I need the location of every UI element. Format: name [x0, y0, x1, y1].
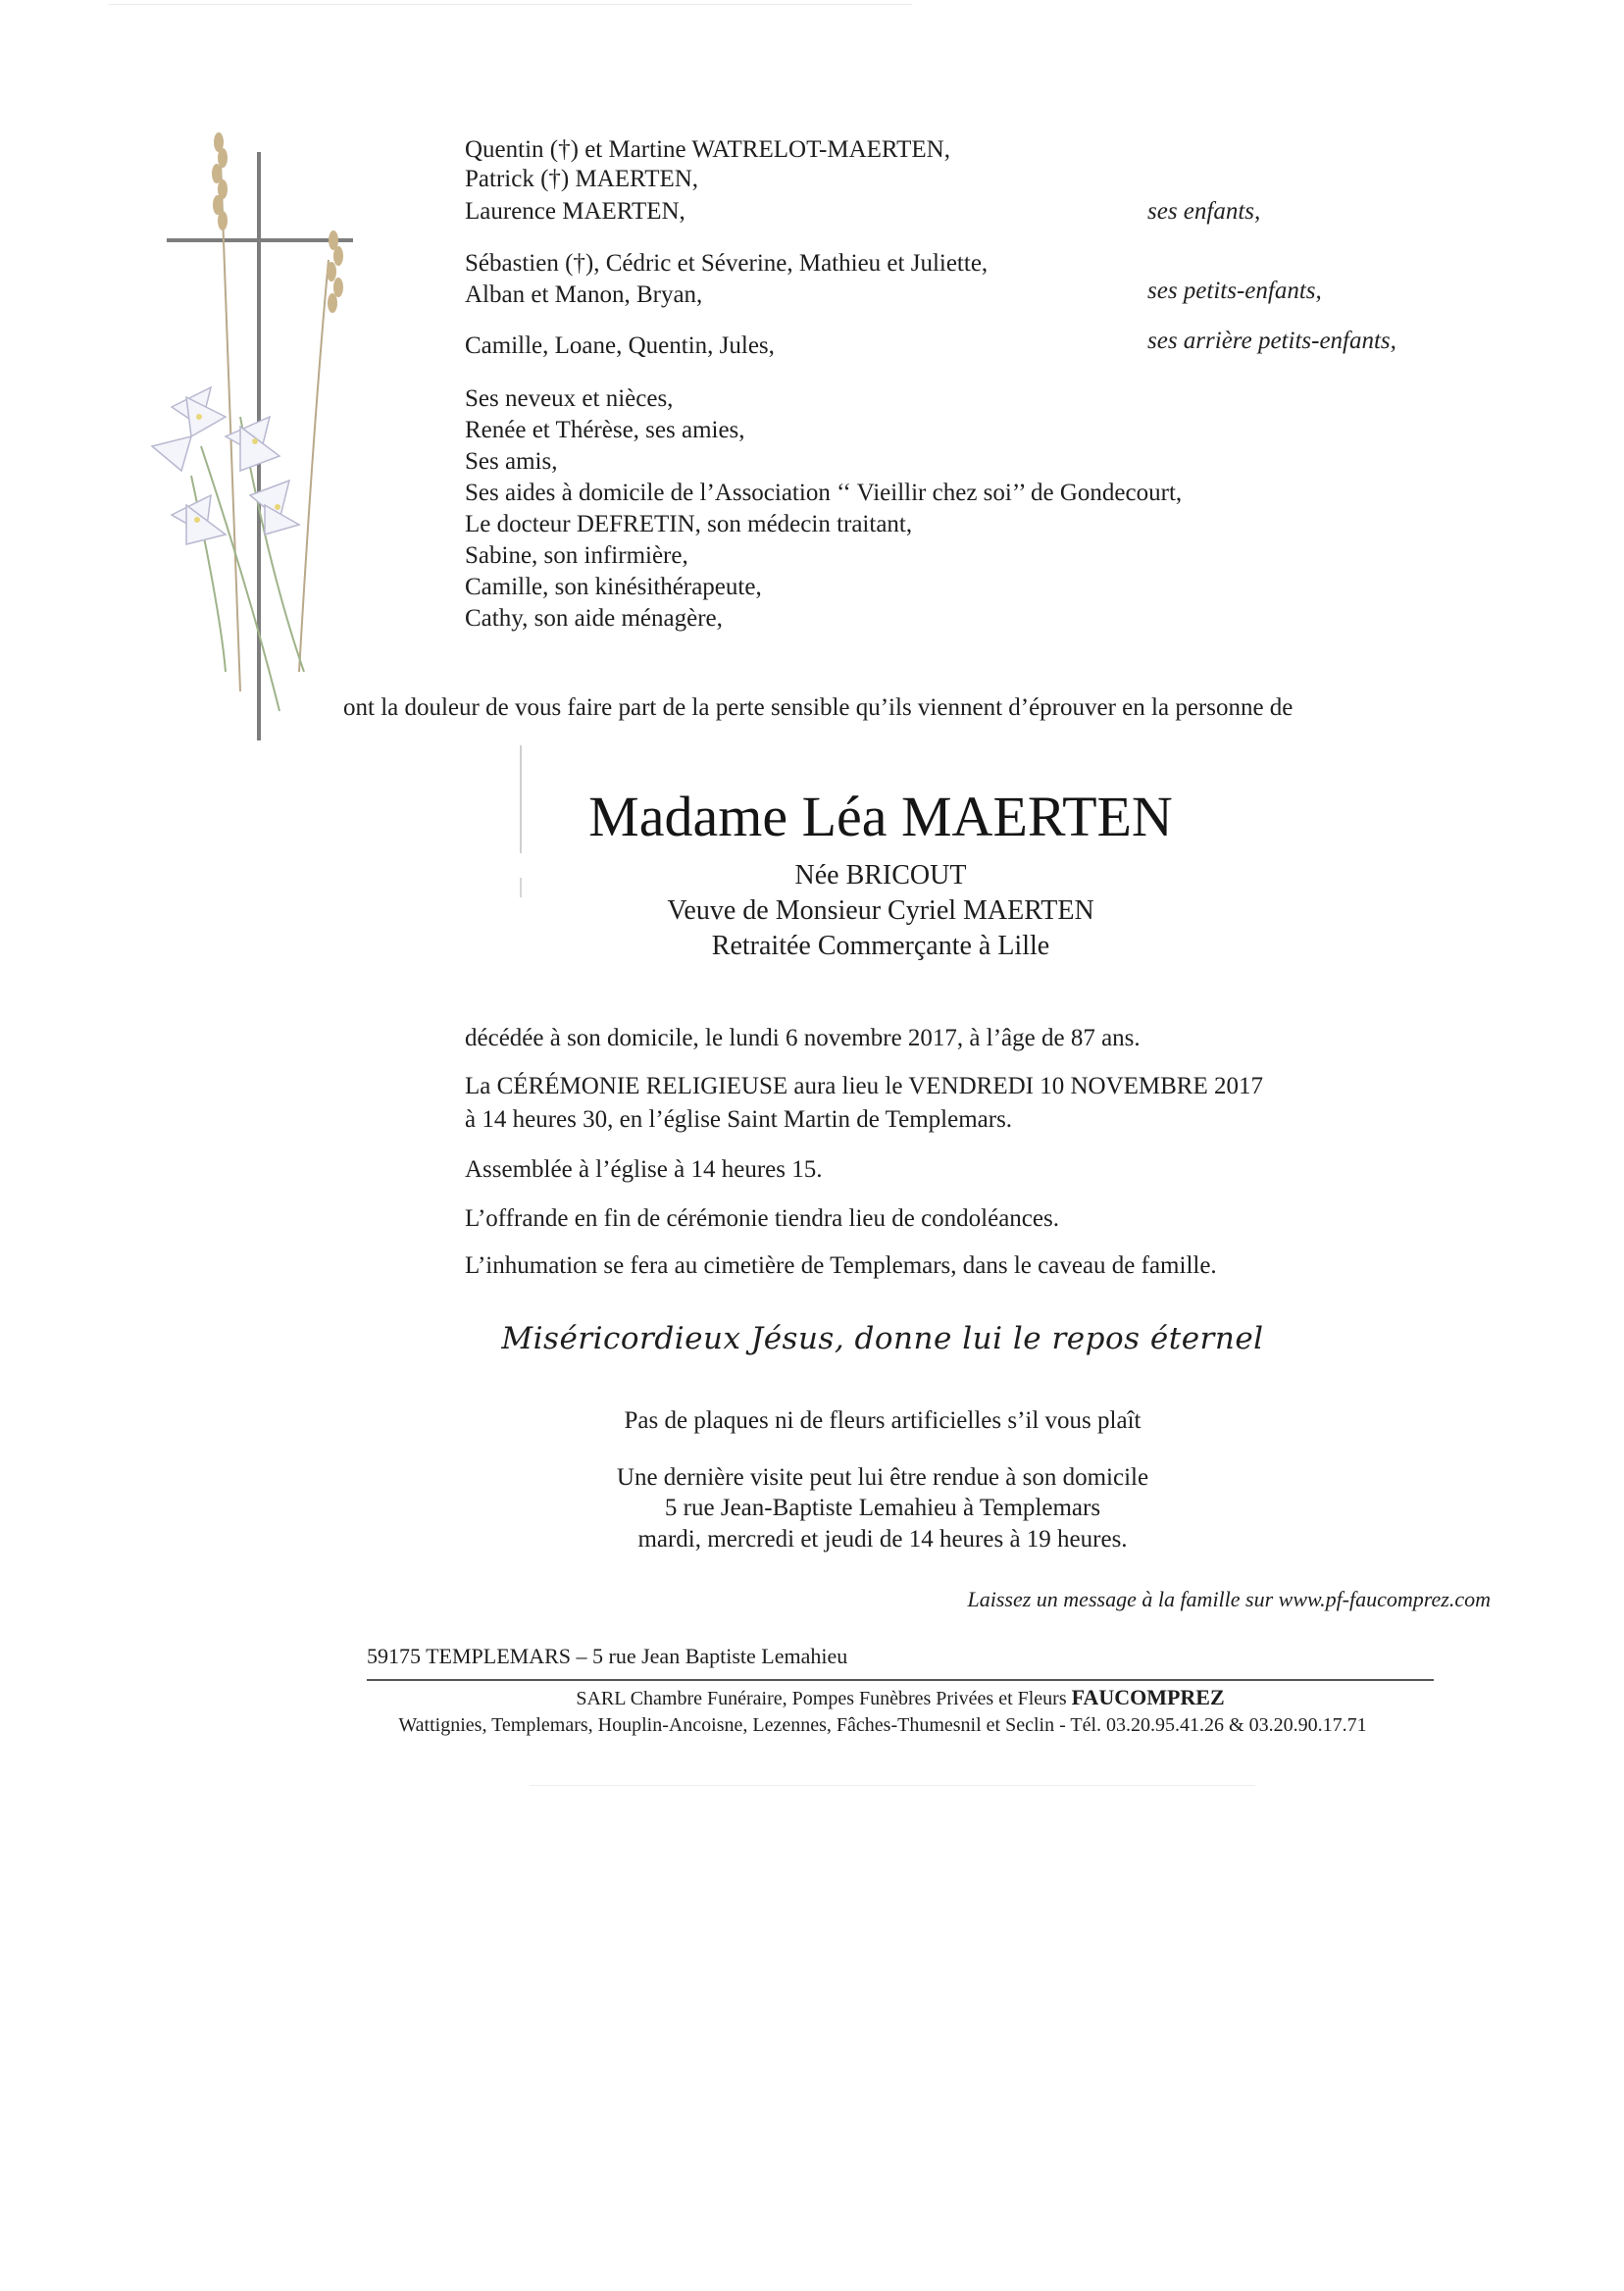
visit-line-1: Une dernière visite peut lui être rendue à son domicile	[616, 1464, 1149, 1491]
children-line-1: Quentin (†) et Martine WATRELOT-MAERTEN,	[465, 136, 950, 163]
visit-line-3: mardi, mercredi et jeudi de 14 heures à 19 heures.	[637, 1526, 1128, 1553]
others-line-8: Cathy, son aide ménagère,	[465, 605, 723, 632]
grandchildren-role: ses petits-enfants,	[1147, 278, 1322, 304]
death-details: décédée à son domicile, le lundi 6 novembre 2017, à l’âge de 87 ans.	[465, 1025, 1141, 1051]
footer-company	[367, 1685, 1434, 1711]
others-line-6: Sabine, son infirmière,	[465, 542, 688, 569]
online-message: Laissez un message à la famille sur www.pf-faucomprez.com	[967, 1587, 1491, 1611]
others-line-1: Ses neveux et nièces,	[465, 385, 674, 412]
great-grandchildren-line: Camille, Loane, Quentin, Jules,	[465, 332, 775, 359]
prayer-text: Miséricordieux Jésus, donne lui le repos éternel	[501, 1321, 1264, 1356]
deceased-name: Madame Léa MAERTEN	[588, 785, 1173, 848]
burial-note: L’inhumation se fera au cimetière de Templemars, dans le caveau de famille.	[465, 1252, 1217, 1279]
others-line-4: Ses aides à domicile de l’Association ‘‘ Vieillir chez soi’’ de Gondecourt,	[465, 480, 1183, 506]
scan-artifact-bottom	[530, 1785, 1255, 1786]
no-flowers-note: Pas de plaques ni de fleurs artificielles s’il vous plaît	[624, 1407, 1142, 1434]
occupation: Retraitée Commerçante à Lille	[711, 931, 1050, 961]
widow-of: Veuve de Monsieur Cyriel MAERTEN	[667, 895, 1094, 926]
assembly-time: Assemblée à l’église à 14 heures 15.	[465, 1156, 823, 1183]
ceremony-line-2: à 14 heures 30, en l’église Saint Martin de Templemars.	[465, 1106, 1013, 1133]
announcement-text: ont la douleur de vous faire part de la perte sensible qu’ils viennent d’éprouver en la personne de	[343, 694, 1294, 721]
ceremony-line-1: La CÉRÉMONIE RELIGIEUSE aura lieu le VENDREDI 10 NOVEMBRE 2017	[465, 1073, 1264, 1099]
footer-rule	[367, 1679, 1434, 1681]
grandchildren-line-2: Alban et Manon, Bryan,	[465, 281, 703, 308]
footer-address: 59175 TEMPLEMARS – 5 rue Jean Baptiste Lemahieu	[367, 1644, 848, 1668]
others-line-2: Renée et Thérèse, ses amies,	[465, 417, 745, 443]
children-line-2: Patrick (†) MAERTEN,	[465, 166, 699, 192]
children-line-3: Laurence MAERTEN,	[465, 198, 685, 225]
cross-flower-illustration	[132, 123, 378, 750]
children-role: ses enfants,	[1147, 198, 1261, 225]
great-grandchildren-role: ses arrière petits-enfants,	[1147, 328, 1396, 354]
others-line-3: Ses amis,	[465, 448, 558, 475]
footer-company-name: FAUCOMPREZ	[1071, 1685, 1225, 1709]
others-line-7: Camille, son kinésithérapeute,	[465, 574, 762, 600]
footer-locations: Wattignies, Templemars, Houplin-Ancoisne, Lezennes, Fâches-Thumesnil et Seclin - Tél. 03.20.95.41.26 & 03.20.90.17.71	[398, 1714, 1367, 1736]
visit-line-2: 5 rue Jean-Baptiste Lemahieu à Templemars	[664, 1495, 1101, 1521]
footer-company-prefix: SARL Chambre Funéraire, Pompes Funèbres Privées et Fleurs	[576, 1688, 1067, 1709]
offering-note: L’offrande en fin de cérémonie tiendra lieu de condoléances.	[465, 1205, 1059, 1232]
scan-artifact-top	[108, 4, 912, 5]
others-line-5: Le docteur DEFRETIN, son médecin traitant,	[465, 511, 913, 537]
grandchildren-line-1: Sébastien (†), Cédric et Séverine, Mathieu et Juliette,	[465, 250, 989, 277]
maiden-name: Née BRICOUT	[794, 860, 967, 891]
